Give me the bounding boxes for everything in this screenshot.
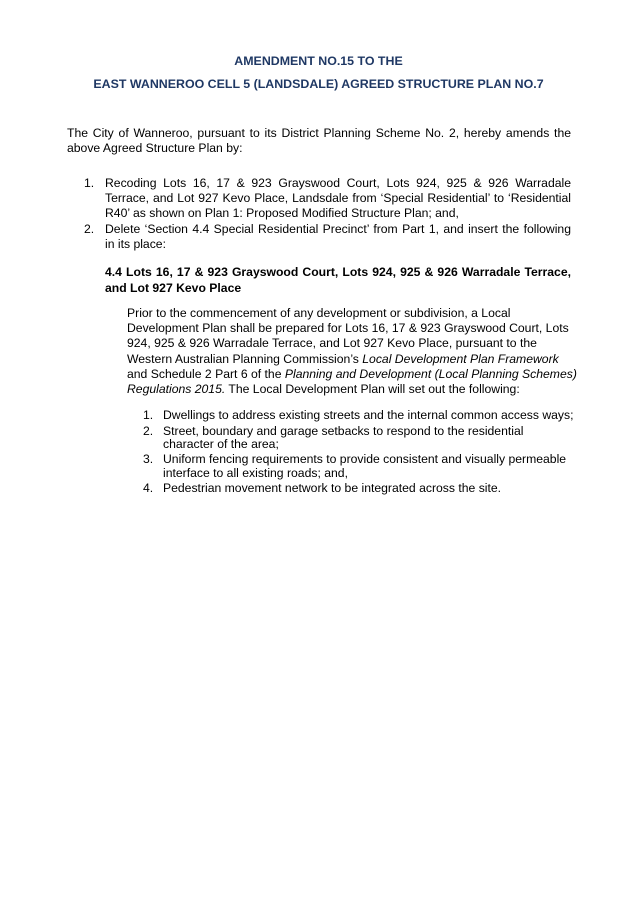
intro-paragraph: The City of Wanneroo, pursuant to its District Planning Scheme No. 2, hereby amends the above Agreed Structure Plan by: [67, 126, 571, 156]
section-paragraph [127, 306, 577, 397]
list-item [127, 453, 577, 479]
list-text: Pedestrian movement network to be integrated across the site. [163, 481, 502, 496]
para-text-2: and Schedule 2 Part 6 of the [127, 366, 285, 381]
amendment-number: 1. [84, 176, 95, 190]
list-text: Uniform fencing requirements to provide consistent and visually permeable interface to all existing roads; and, [163, 452, 567, 480]
amendment-item [67, 222, 571, 252]
para-text-3: The Local Development Plan will set out the following: [225, 382, 520, 397]
list-text: Dwellings to address existing streets and the internal common access ways; [163, 408, 574, 422]
amendment-text: Delete ‘Section 4.4 Special Residential Precinct’ from Part 1, and insert the following in its place: [105, 221, 571, 251]
list-item [127, 409, 577, 422]
para-italic-2: Planning and Development (Local Planning Schemes) Regulations 2015. [127, 366, 577, 397]
ldp-requirements-list [127, 409, 577, 498]
para-italic-1: Local Development Plan Framework [362, 351, 559, 366]
list-number: 2. [143, 423, 154, 438]
list-item [127, 425, 577, 451]
amendment-text: Recoding Lots 16, 17 & 923 Grayswood Court, Lots 924, 925 & 926 Warradale Terrace, and Lot 927 Kevo Place, Landsdale from ‘Special Residential’ to ‘Residential R40’ as shown on Plan 1: Proposed Modified Structure Plan; and, [105, 176, 571, 221]
list-number: 4. [143, 481, 154, 496]
list-item [127, 482, 577, 495]
section-heading: 4.4 Lots 16, 17 & 923 Grayswood Court, Lots 924, 925 & 926 Warradale Terrace, and Lot 927 Kevo Place [105, 265, 571, 295]
amendment-list [67, 176, 571, 252]
document-title-line1: AMENDMENT NO.15 TO THE [234, 54, 403, 68]
document-title-line2: EAST WANNEROO CELL 5 (LANDSDALE) AGREED STRUCTURE PLAN NO.7 [93, 77, 544, 91]
amendment-number: 2. [84, 221, 95, 236]
amendment-item [67, 176, 571, 222]
list-number: 1. [143, 408, 154, 422]
list-text: Street, boundary and garage setbacks to respond to the residential character of the area; [163, 423, 524, 451]
list-number: 3. [143, 452, 154, 467]
para-text-1: Prior to the commencement of any development or subdivision, a Local Development Plan shall be prepared for Lots 16, 17 & 923 Grayswood Court, Lots 924, 925 & 926 Warradale Terrace, and Lot 927 Kevo Place, pursuant to the Western Australian Planning Commission’s [127, 306, 569, 366]
